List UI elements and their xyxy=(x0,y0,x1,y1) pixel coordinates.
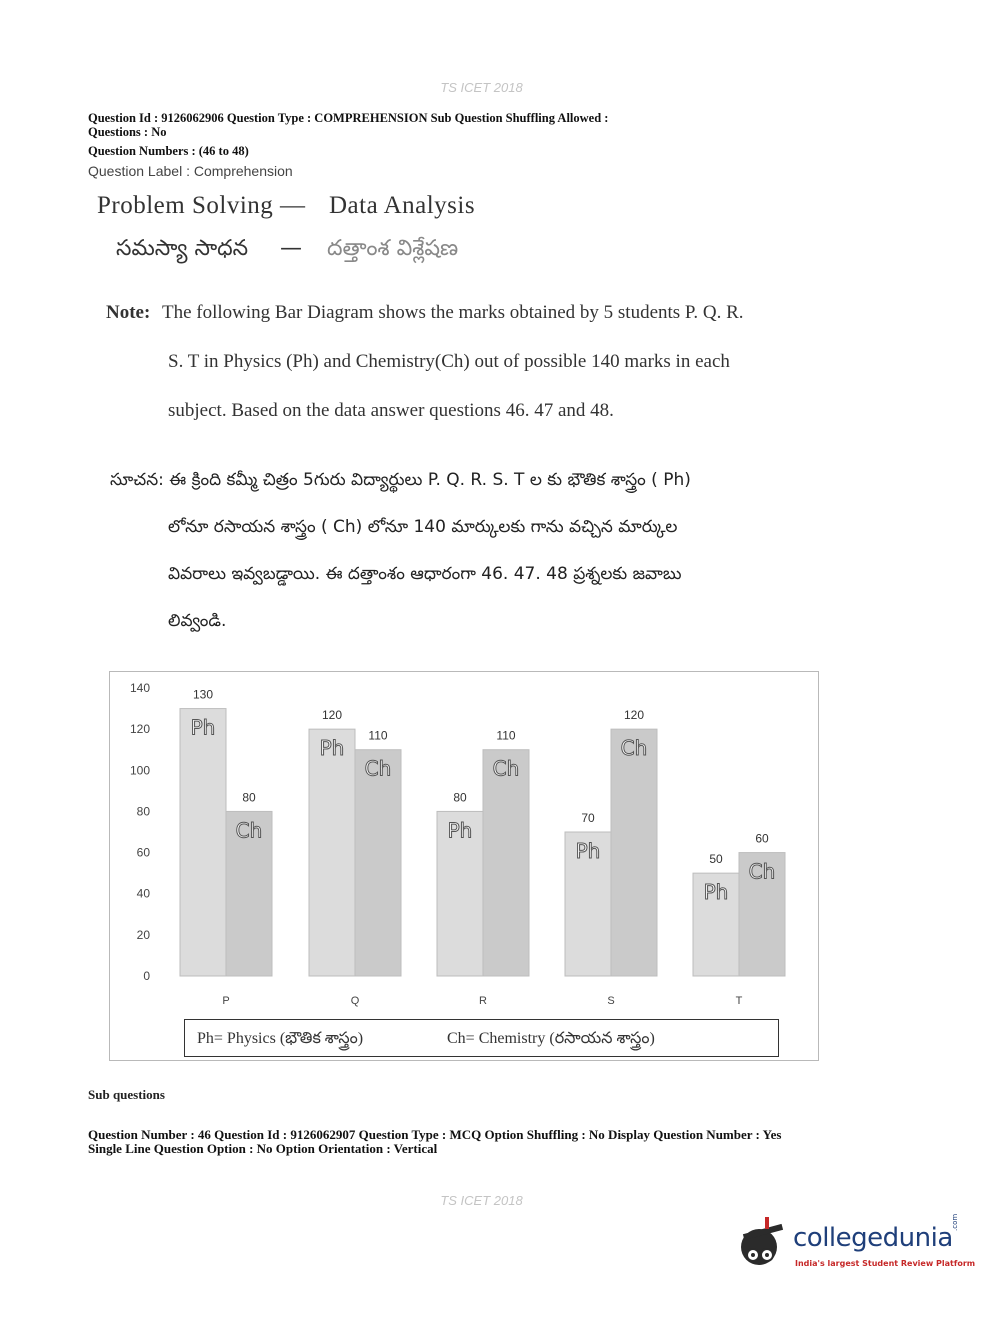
telugu-note-line-4: లివ్వండి. xyxy=(168,611,227,631)
telugu-note-line-2: లోనూ రసాయన శాస్త్రం ( Ch) లోనూ 140 మార్కులకు గాను వచ్చిన మార్కుల xyxy=(168,517,678,537)
bar-series-tag: Ch xyxy=(492,756,520,781)
bar-series-tag: Ch xyxy=(364,756,392,781)
sub-questions-heading: Sub questions xyxy=(88,1087,165,1102)
y-tick-label: 120 xyxy=(129,722,150,737)
note-label: Note: xyxy=(106,302,151,323)
question-label: Question Label : Comprehension xyxy=(88,163,293,179)
x-category-label: Q xyxy=(350,995,360,1007)
y-tick-label: 140 xyxy=(129,681,150,695)
legend-chemistry: Ch= Chemistry (రసాయన శాస్త్రం) xyxy=(447,1030,655,1047)
bar-ch-R xyxy=(483,750,529,976)
note-line-3: subject. Based on the data answer questions 46. 47 and 48. xyxy=(168,400,614,421)
data-label: 110 xyxy=(496,728,516,743)
data-label: 80 xyxy=(453,790,467,805)
y-tick-label: 60 xyxy=(136,845,150,860)
bar-series-tag: Ph xyxy=(319,736,345,761)
logo-tagline: India's largest Student Review Platform xyxy=(795,1259,976,1268)
watermark-bottom: TS ICET 2018 xyxy=(440,1193,523,1208)
data-label: 50 xyxy=(709,852,723,867)
data-label: 60 xyxy=(755,831,769,846)
question-meta-line2: Questions : No xyxy=(88,125,167,139)
x-category-label: T xyxy=(735,995,743,1007)
bar-series-tag: Ph xyxy=(447,818,473,843)
bar-ph-Q xyxy=(309,729,355,976)
bar-series-tag: Ch xyxy=(748,859,776,884)
x-category-label: S xyxy=(607,995,615,1007)
y-tick-label: 40 xyxy=(136,886,150,901)
legend-physics: Ph= Physics (భౌతిక శాస్త్రం) xyxy=(197,1030,364,1047)
mascot-icon xyxy=(735,1213,795,1279)
chart-frame xyxy=(109,671,819,1061)
question-meta-line1: Question Id : 9126062906 Question Type : COMPREHENSION Sub Question Shuffling Allowed : xyxy=(88,111,609,125)
data-label: 110 xyxy=(368,728,388,743)
logo-brand: collegedunia xyxy=(793,1223,953,1253)
bar-series-tag: Ph xyxy=(575,839,601,863)
telugu-heading-left: సమస్యా సాధన xyxy=(116,236,249,261)
data-label: 130 xyxy=(192,687,214,702)
bar-ph-P xyxy=(180,709,226,976)
y-tick-label: 20 xyxy=(136,927,150,942)
bar-ch-S xyxy=(611,729,657,976)
chart-legend xyxy=(184,1019,779,1057)
section-heading-right: Data Analysis xyxy=(329,192,476,219)
section-heading-left: Problem Solving — xyxy=(97,192,306,219)
y-tick-label: 100 xyxy=(129,763,150,778)
bar-series-tag: Ph xyxy=(190,715,216,740)
bar-ch-Q xyxy=(355,750,401,976)
x-category-label: P xyxy=(222,995,230,1007)
collegedunia-logo[interactable] xyxy=(735,1213,976,1283)
bar-series-tag: Ch xyxy=(620,736,648,761)
x-category-label: R xyxy=(479,995,487,1007)
question-numbers: Question Numbers : (46 to 48) xyxy=(88,144,249,158)
bar-series-tag: Ch xyxy=(235,818,263,843)
telugu-note-line-1: సూచన: ఈ క్రింది కమ్మీ చిత్రం 5గురు విద్యార్థులు P. Q. R. S. T ల కు భౌతిక శాస్త్రం ( Ph) xyxy=(110,470,691,490)
y-tick-label: 0 xyxy=(143,969,150,983)
telugu-note-line-3: వివరాలు ఇవ్వబడ్డాయి. ఈ దత్తాంశం ఆధారంగా 46. 47. 48 ప్రశ్నలకు జవాబు xyxy=(168,564,682,584)
bar-chart xyxy=(110,672,818,1060)
data-label: 70 xyxy=(581,811,595,825)
note-line-2: S. T in Physics (Ph) and Chemistry(Ch) out of possible 140 marks in each xyxy=(168,351,730,372)
question-46-meta-line1: Question Number : 46 Question Id : 9126062907 Question Type : MCQ Option Shuffling : No Display Question Number : Yes xyxy=(88,1127,782,1142)
data-label: 120 xyxy=(623,708,645,723)
watermark-top: TS ICET 2018 xyxy=(440,80,523,95)
bar-series-tag: Ph xyxy=(703,880,729,905)
logo-suffix: .com xyxy=(951,1213,959,1231)
data-label: 120 xyxy=(321,708,343,723)
y-tick-label: 80 xyxy=(136,804,150,819)
telugu-heading-right: దత్తాంశ విశ్లేషణ xyxy=(327,236,459,261)
note-line-1: The following Bar Diagram shows the marks obtained by 5 students P. Q. R. xyxy=(162,302,744,323)
data-label: 80 xyxy=(242,790,256,805)
telugu-heading-dash: — xyxy=(280,236,302,261)
question-46-meta-line2: Single Line Question Option : No Option Orientation : Vertical xyxy=(88,1141,438,1156)
